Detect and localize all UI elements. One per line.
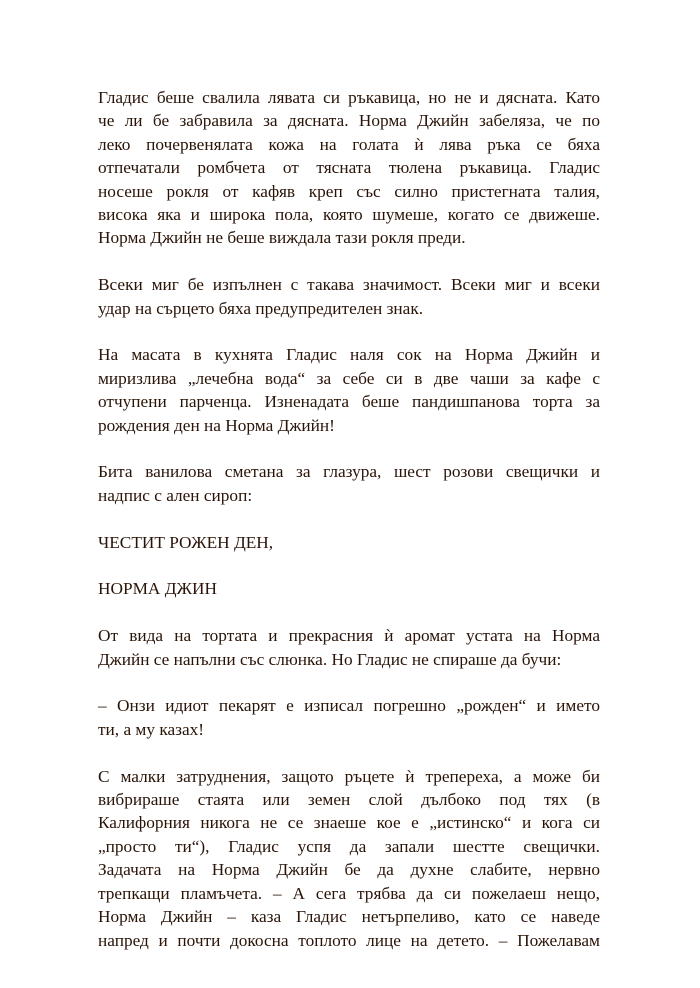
text-line: НОРМА ДЖИН xyxy=(98,579,217,599)
paragraph xyxy=(98,765,600,952)
text-line: Калифорния никога не се знаеше кое е „истинско“ и кога си xyxy=(98,813,600,833)
paragraph xyxy=(98,531,600,554)
page-body-text xyxy=(98,86,600,975)
text-line: ЧЕСТИТ РОЖЕН ДЕН, xyxy=(98,532,274,552)
text-line: надпис с ален сироп: xyxy=(98,485,253,505)
text-line: Джийн се напълни със слюнка. Но Гладис не спираше да бучи: xyxy=(98,649,562,669)
text-line: На масата в кухнята Гладис наля сок на Норма Джийн и xyxy=(98,345,600,365)
text-line: трепкащи пламъчета. – А сега трябва да си пожелаеш нещо, xyxy=(98,883,600,903)
text-line: С малки затруднения, защото ръцете ѝ трепереха, а може би xyxy=(98,766,600,786)
paragraph xyxy=(98,86,600,250)
paragraph xyxy=(98,460,600,507)
text-line: „просто ти“), Гладис успя да запали шестте свещички. xyxy=(98,836,600,856)
text-line: – Онзи идиот пекарят е изписал погрешно „рожден“ и името xyxy=(98,696,600,716)
text-line: леко почервенялата кожа на голата ѝ лява ръка се бяха xyxy=(98,134,600,154)
paragraph xyxy=(98,694,600,741)
text-line: отпечатали ромбчета от тясната тюлена ръкавица. Гладис xyxy=(98,158,600,178)
text-line: носеше рокля от кафяв креп със силно пристегната талия, xyxy=(98,181,600,201)
text-line: отчупени парченца. Изненадата беше пандишпанова торта за xyxy=(98,392,600,412)
text-line: Норма Джийн не беше виждала тази рокля преди. xyxy=(98,228,466,248)
paragraph xyxy=(98,343,600,437)
text-line: ти, а му казах! xyxy=(98,719,205,739)
text-line: висока яка и широка пола, която шумеше, когато се движеше. xyxy=(98,205,600,225)
paragraph xyxy=(98,577,600,600)
text-line: вибрираше стаята или земен слой дълбоко под тях (в xyxy=(98,790,600,810)
paragraph xyxy=(98,273,600,320)
paragraph xyxy=(98,624,600,671)
text-line: рождения ден на Норма Джийн! xyxy=(98,415,335,435)
text-line: че ли бе забравила за дясната. Норма Джийн забеляза, че по xyxy=(98,111,600,131)
text-line: Гладис беше свалила лявата си ръкавица, но не и дясната. Като xyxy=(98,88,600,107)
text-line: Бита ванилова сметана за глазура, шест розови свещички и xyxy=(98,462,600,482)
text-line: Всеки миг бе изпълнен с такава значимост. Всеки миг и всеки xyxy=(98,275,600,295)
text-line: От вида на тортата и прекрасния ѝ аромат устата на Норма xyxy=(98,626,600,646)
text-line: Задачата на Норма Джийн бе да духне слабите, нервно xyxy=(98,860,600,880)
text-line: миризлива „лечебна вода“ за себе си в две чаши за кафе с xyxy=(98,368,600,388)
text-line: Норма Джийн – каза Гладис нетърпеливо, като се наведе xyxy=(98,907,600,927)
text-line: удар на сърцето бяха предупредителен знак. xyxy=(98,298,424,318)
text-line: напред и почти докосна топлото лице на детето. – Пожелавам xyxy=(98,930,600,950)
